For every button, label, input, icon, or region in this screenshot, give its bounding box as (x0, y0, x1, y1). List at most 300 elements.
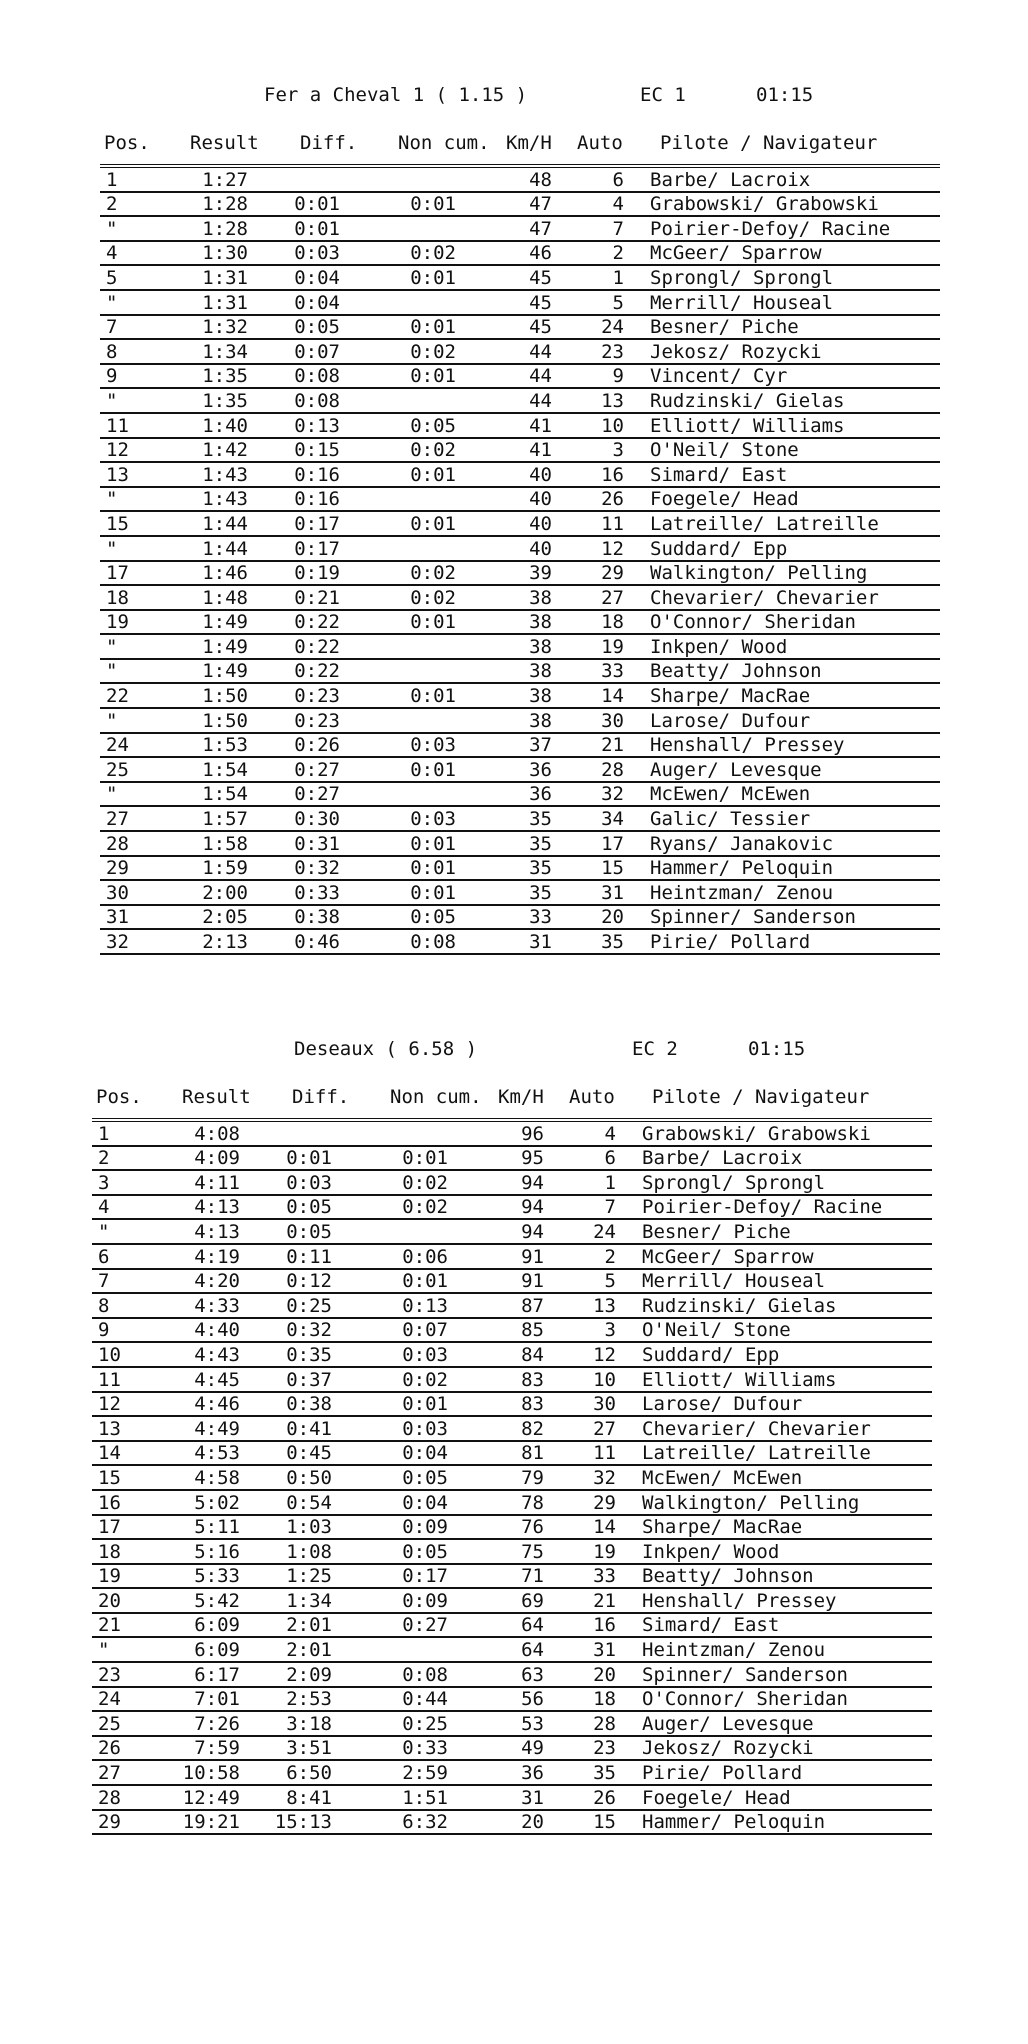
table-row (100, 365, 940, 390)
cell-pilot: Sprongl/ Sprongl (650, 266, 834, 289)
cell-pos: 29 (106, 857, 129, 880)
cell-result: 4:43 (194, 1343, 240, 1366)
cell-result: 5:02 (194, 1491, 240, 1514)
cell-pilot: Foegele/ Head (650, 488, 799, 511)
cell-diff: 0:12 (286, 1270, 332, 1293)
cell-pilot: Galic/ Tessier (650, 808, 811, 831)
cell-auto: 5 (612, 291, 624, 314)
cell-noncum: 0:01 (402, 1270, 448, 1293)
cell-auto: 34 (601, 808, 624, 831)
cell-auto: 2 (612, 242, 624, 265)
cell-result: 5:42 (194, 1589, 240, 1612)
cell-pilot: Inkpen/ Wood (642, 1540, 780, 1563)
cell-kmh: 53 (521, 1712, 544, 1735)
cell-pilot: Merrill/ Houseal (642, 1270, 826, 1293)
cell-auto: 5 (604, 1270, 616, 1293)
cell-result: 4:49 (194, 1417, 240, 1440)
stage-time: 01:15 (756, 84, 814, 106)
cell-result: 5:11 (194, 1516, 240, 1539)
cell-result: 4:53 (194, 1442, 240, 1465)
cell-pos: 31 (106, 906, 129, 929)
cell-result: 1:40 (202, 414, 248, 437)
cell-result: 1:44 (202, 512, 248, 535)
table-row (92, 1122, 932, 1147)
cell-diff: 0:38 (286, 1393, 332, 1416)
cell-diff: 2:53 (286, 1688, 332, 1711)
stage-header (92, 1030, 932, 1070)
cell-pos: 2 (106, 193, 118, 216)
cell-kmh: 40 (529, 537, 552, 560)
cell-noncum: 0:01 (410, 832, 456, 855)
cell-pilot: Simard/ East (642, 1614, 780, 1637)
table-row (92, 1368, 932, 1393)
cell-auto: 31 (593, 1639, 616, 1662)
table-row (92, 1147, 932, 1172)
cell-diff: 0:46 (294, 931, 340, 953)
cell-pilot: McEwen/ McEwen (650, 783, 811, 806)
table-row (92, 1319, 932, 1344)
cell-result: 1:28 (202, 193, 248, 216)
table-row (100, 758, 940, 783)
cell-diff: 0:04 (294, 291, 340, 314)
cell-result: 1:34 (202, 340, 248, 363)
cell-noncum: 0:13 (402, 1294, 448, 1317)
cell-auto: 12 (601, 537, 624, 560)
cell-noncum: 0:44 (402, 1688, 448, 1711)
cell-result: 1:49 (202, 635, 248, 658)
cell-result: 4:46 (194, 1393, 240, 1416)
table-row (100, 414, 940, 439)
table-row (92, 1589, 932, 1614)
table-row (92, 1663, 932, 1688)
cell-pos: 28 (98, 1786, 121, 1809)
cell-diff: 0:23 (294, 709, 340, 732)
table-row (92, 1466, 932, 1491)
table-row (100, 340, 940, 365)
cell-pilot: O'Neil/ Stone (642, 1319, 791, 1342)
cell-pilot: Foegele/ Head (642, 1786, 791, 1809)
table-row (92, 1171, 932, 1196)
cell-pilot: Simard/ East (650, 463, 788, 486)
cell-diff: 0:45 (286, 1442, 332, 1465)
table-row (100, 783, 940, 808)
table-row (92, 1614, 932, 1639)
cell-auto: 29 (593, 1491, 616, 1514)
cell-auto: 1 (612, 266, 624, 289)
cell-pilot: Poirier-Defoy/ Racine (650, 217, 891, 240)
cell-pilot: Spinner/ Sanderson (650, 906, 856, 929)
cell-pos: 1 (106, 168, 118, 191)
table-row (100, 266, 940, 291)
cell-result: 5:33 (194, 1565, 240, 1588)
cell-pilot: Latreille/ Latreille (642, 1442, 871, 1465)
cell-pilot: Grabowski/ Grabowski (650, 193, 879, 216)
cell-diff: 0:22 (294, 635, 340, 658)
cell-pos: 28 (106, 832, 129, 855)
cell-noncum: 0:04 (402, 1491, 448, 1514)
cell-kmh: 40 (529, 488, 552, 511)
table-row (92, 1417, 932, 1442)
cell-pos: 22 (106, 685, 129, 708)
table-row (92, 1270, 932, 1295)
cell-diff: 0:16 (294, 488, 340, 511)
cell-kmh: 38 (529, 685, 552, 708)
cell-noncum: 0:04 (402, 1442, 448, 1465)
cell-noncum: 0:02 (410, 562, 456, 585)
cell-noncum: 0:05 (402, 1466, 448, 1489)
cell-result: 4:13 (194, 1220, 240, 1243)
cell-kmh: 91 (521, 1245, 544, 1268)
cell-pos: 23 (98, 1663, 121, 1686)
cell-auto: 24 (593, 1220, 616, 1243)
cell-kmh: 94 (521, 1171, 544, 1194)
table-row (100, 734, 940, 759)
cell-pilot: Walkington/ Pelling (642, 1491, 860, 1514)
cell-auto: 21 (601, 734, 624, 757)
col-pos-header: Pos. (96, 1086, 142, 1108)
cell-pilot: McGeer/ Sparrow (650, 242, 822, 265)
cell-noncum: 0:09 (402, 1516, 448, 1539)
cell-result: 6:17 (194, 1663, 240, 1686)
cell-diff: 0:21 (294, 586, 340, 609)
cell-pos: " (106, 217, 118, 240)
table-row (92, 1220, 932, 1245)
cell-pos: " (106, 635, 118, 658)
cell-kmh: 69 (521, 1589, 544, 1612)
cell-noncum: 0:01 (402, 1393, 448, 1416)
cell-noncum: 0:02 (402, 1171, 448, 1194)
cell-auto: 21 (593, 1589, 616, 1612)
table-row (100, 881, 940, 906)
cell-pilot: Sharpe/ MacRae (650, 685, 811, 708)
table-row (100, 389, 940, 414)
results-table-ec1 (100, 168, 940, 955)
cell-pos: 12 (98, 1393, 121, 1416)
cell-result: 4:09 (194, 1147, 240, 1170)
cell-pos: 13 (106, 463, 129, 486)
cell-diff: 2:01 (286, 1639, 332, 1662)
cell-auto: 29 (601, 562, 624, 585)
cell-auto: 16 (593, 1614, 616, 1637)
cell-noncum: 0:05 (410, 906, 456, 929)
cell-pos: 21 (98, 1614, 121, 1637)
cell-diff: 1:03 (286, 1516, 332, 1539)
cell-diff: 0:17 (294, 537, 340, 560)
cell-kmh: 31 (521, 1786, 544, 1809)
cell-result: 6:09 (194, 1639, 240, 1662)
cell-kmh: 94 (521, 1196, 544, 1219)
cell-auto: 23 (593, 1737, 616, 1760)
cell-diff: 0:33 (294, 881, 340, 904)
cell-kmh: 95 (521, 1147, 544, 1170)
cell-pilot: Jekosz/ Rozycki (650, 340, 822, 363)
cell-pos: 5 (106, 266, 118, 289)
cell-pilot: Auger/ Levesque (642, 1712, 814, 1735)
cell-pos: 4 (106, 242, 118, 265)
cell-noncum: 0:07 (402, 1319, 448, 1342)
cell-kmh: 63 (521, 1663, 544, 1686)
table-row (100, 512, 940, 537)
col-diff-header: Diff. (292, 1086, 350, 1108)
stage-time: 01:15 (748, 1038, 806, 1060)
cell-result: 19:21 (182, 1811, 240, 1834)
cell-kmh: 64 (521, 1639, 544, 1662)
stage-code: EC 2 (632, 1038, 678, 1060)
cell-kmh: 38 (529, 635, 552, 658)
cell-diff: 0:27 (294, 783, 340, 806)
cell-kmh: 45 (529, 316, 552, 339)
cell-diff: 3:18 (286, 1712, 332, 1735)
results-table-ec2 (92, 1122, 932, 1835)
cell-auto: 16 (601, 463, 624, 486)
cell-result: 1:50 (202, 709, 248, 732)
table-row (92, 1516, 932, 1541)
col-kmh-header: Km/H (506, 132, 552, 154)
cell-auto: 7 (612, 217, 624, 240)
cell-auto: 3 (604, 1319, 616, 1342)
cell-result: 1:44 (202, 537, 248, 560)
cell-pilot: Poirier-Defoy/ Racine (642, 1196, 883, 1219)
cell-auto: 28 (601, 758, 624, 781)
table-row (100, 709, 940, 734)
cell-kmh: 78 (521, 1491, 544, 1514)
cell-pilot: Barbe/ Lacroix (650, 168, 811, 191)
cell-pos: 25 (106, 758, 129, 781)
cell-result: 2:05 (202, 906, 248, 929)
cell-kmh: 35 (529, 808, 552, 831)
cell-pilot: Spinner/ Sanderson (642, 1663, 848, 1686)
col-pilot-header: Pilote / Navigateur (652, 1086, 870, 1108)
cell-pos: 15 (106, 512, 129, 535)
cell-auto: 32 (593, 1466, 616, 1489)
cell-pos: " (106, 389, 118, 412)
cell-result: 1:43 (202, 488, 248, 511)
cell-kmh: 39 (529, 562, 552, 585)
cell-kmh: 82 (521, 1417, 544, 1440)
cell-result: 1:32 (202, 316, 248, 339)
cell-auto: 10 (601, 414, 624, 437)
cell-pos: 9 (98, 1319, 110, 1342)
cell-diff: 0:22 (294, 611, 340, 634)
cell-pos: 30 (106, 881, 129, 904)
cell-diff: 0:01 (294, 193, 340, 216)
cell-diff: 0:26 (294, 734, 340, 757)
cell-kmh: 44 (529, 340, 552, 363)
cell-result: 4:40 (194, 1319, 240, 1342)
stage-name: Fer a Cheval 1 ( 1.15 ) (264, 84, 528, 106)
table-row (100, 906, 940, 931)
cell-pos: 32 (106, 931, 129, 953)
cell-noncum: 0:01 (410, 611, 456, 634)
cell-auto: 14 (601, 685, 624, 708)
cell-result: 2:13 (202, 931, 248, 953)
cell-pos: 15 (98, 1466, 121, 1489)
cell-pilot: O'Connor/ Sheridan (642, 1688, 848, 1711)
column-header-row (92, 1070, 932, 1122)
cell-kmh: 85 (521, 1319, 544, 1342)
cell-kmh: 91 (521, 1270, 544, 1293)
table-row (100, 217, 940, 242)
cell-result: 7:59 (194, 1737, 240, 1760)
cell-noncum: 0:08 (410, 931, 456, 953)
cell-auto: 4 (604, 1122, 616, 1145)
cell-auto: 31 (601, 881, 624, 904)
cell-kmh: 47 (529, 193, 552, 216)
col-diff-header: Diff. (300, 132, 358, 154)
cell-result: 10:58 (182, 1762, 240, 1785)
cell-pos: 3 (98, 1171, 110, 1194)
cell-result: 1:27 (202, 168, 248, 191)
cell-auto: 24 (601, 316, 624, 339)
cell-diff: 0:03 (294, 242, 340, 265)
cell-pilot: Pirie/ Pollard (650, 931, 811, 953)
cell-noncum: 1:51 (402, 1786, 448, 1809)
cell-diff: 0:23 (294, 685, 340, 708)
cell-noncum: 0:27 (402, 1614, 448, 1637)
cell-pos: 10 (98, 1343, 121, 1366)
cell-pilot: Inkpen/ Wood (650, 635, 788, 658)
cell-pilot: Auger/ Levesque (650, 758, 822, 781)
col-auto-header: Auto (569, 1086, 615, 1108)
cell-pos: 20 (98, 1589, 121, 1612)
cell-noncum: 0:02 (410, 586, 456, 609)
table-row (92, 1393, 932, 1418)
table-row (92, 1786, 932, 1811)
cell-pilot: Rudzinski/ Gielas (642, 1294, 837, 1317)
cell-kmh: 35 (529, 857, 552, 880)
cell-kmh: 36 (529, 783, 552, 806)
cell-diff: 0:03 (286, 1171, 332, 1194)
table-row (100, 807, 940, 832)
cell-auto: 20 (593, 1663, 616, 1686)
cell-pilot: Larose/ Dufour (650, 709, 811, 732)
cell-noncum: 0:02 (402, 1368, 448, 1391)
cell-kmh: 40 (529, 512, 552, 535)
cell-diff: 0:05 (294, 316, 340, 339)
table-row (92, 1688, 932, 1713)
cell-auto: 4 (612, 193, 624, 216)
cell-pos: 27 (98, 1762, 121, 1785)
cell-pos: 6 (98, 1245, 110, 1268)
cell-result: 4:58 (194, 1466, 240, 1489)
table-row (100, 193, 940, 218)
cell-result: 4:08 (194, 1122, 240, 1145)
cell-auto: 27 (601, 586, 624, 609)
cell-result: 4:11 (194, 1171, 240, 1194)
cell-result: 1:28 (202, 217, 248, 240)
cell-noncum: 0:03 (402, 1343, 448, 1366)
cell-result: 1:35 (202, 365, 248, 388)
cell-diff: 0:32 (286, 1319, 332, 1342)
cell-pos: 24 (98, 1688, 121, 1711)
cell-result: 1:35 (202, 389, 248, 412)
cell-kmh: 64 (521, 1614, 544, 1637)
cell-pos: 4 (98, 1196, 110, 1219)
table-row (92, 1196, 932, 1221)
table-row (100, 635, 940, 660)
cell-kmh: 45 (529, 266, 552, 289)
cell-kmh: 84 (521, 1343, 544, 1366)
col-result-header: Result (190, 132, 259, 154)
cell-result: 1:31 (202, 291, 248, 314)
cell-result: 4:13 (194, 1196, 240, 1219)
cell-kmh: 45 (529, 291, 552, 314)
cell-auto: 14 (593, 1516, 616, 1539)
cell-pilot: McEwen/ McEwen (642, 1466, 803, 1489)
cell-diff: 0:50 (286, 1466, 332, 1489)
table-row (92, 1737, 932, 1762)
cell-result: 1:58 (202, 832, 248, 855)
cell-pos: 24 (106, 734, 129, 757)
cell-diff: 2:01 (286, 1614, 332, 1637)
cell-diff: 0:27 (294, 758, 340, 781)
cell-diff: 0:37 (286, 1368, 332, 1391)
cell-pos: 9 (106, 365, 118, 388)
cell-noncum: 0:02 (410, 439, 456, 462)
cell-kmh: 94 (521, 1220, 544, 1243)
cell-diff: 6:50 (286, 1762, 332, 1785)
col-kmh-header: Km/H (498, 1086, 544, 1108)
cell-noncum: 0:03 (410, 808, 456, 831)
cell-kmh: 87 (521, 1294, 544, 1317)
cell-pos: 12 (106, 439, 129, 462)
cell-kmh: 35 (529, 832, 552, 855)
cell-kmh: 36 (529, 758, 552, 781)
cell-diff: 0:04 (294, 266, 340, 289)
cell-diff: 0:05 (286, 1196, 332, 1219)
cell-pilot: Hammer/ Peloquin (642, 1811, 826, 1834)
cell-pilot: Merrill/ Houseal (650, 291, 834, 314)
cell-pos: 14 (98, 1442, 121, 1465)
cell-auto: 20 (601, 906, 624, 929)
cell-noncum: 0:06 (402, 1245, 448, 1268)
table-row (92, 1761, 932, 1786)
cell-auto: 12 (593, 1343, 616, 1366)
cell-diff: 0:01 (294, 217, 340, 240)
cell-noncum: 0:05 (410, 414, 456, 437)
cell-kmh: 38 (529, 586, 552, 609)
cell-pilot: Latreille/ Latreille (650, 512, 879, 535)
cell-auto: 9 (612, 365, 624, 388)
cell-pos: " (106, 291, 118, 314)
cell-pilot: Sharpe/ MacRae (642, 1516, 803, 1539)
cell-auto: 26 (601, 488, 624, 511)
cell-result: 1:30 (202, 242, 248, 265)
cell-pos: " (106, 537, 118, 560)
stage-name: Deseaux ( 6.58 ) (294, 1038, 478, 1060)
cell-auto: 32 (601, 783, 624, 806)
cell-diff: 0:16 (294, 463, 340, 486)
cell-diff: 1:25 (286, 1565, 332, 1588)
cell-kmh: 44 (529, 389, 552, 412)
cell-result: 2:00 (202, 881, 248, 904)
cell-diff: 1:08 (286, 1540, 332, 1563)
cell-pos: " (106, 660, 118, 683)
cell-pilot: Sprongl/ Sprongl (642, 1171, 826, 1194)
cell-auto: 13 (601, 389, 624, 412)
cell-pilot: Grabowski/ Grabowski (642, 1122, 871, 1145)
cell-kmh: 41 (529, 439, 552, 462)
cell-pos: " (106, 488, 118, 511)
cell-diff: 0:05 (286, 1220, 332, 1243)
cell-kmh: 47 (529, 217, 552, 240)
cell-diff: 0:54 (286, 1491, 332, 1514)
cell-noncum: 0:01 (410, 365, 456, 388)
cell-result: 4:19 (194, 1245, 240, 1268)
column-header-row (100, 116, 940, 168)
cell-noncum: 0:02 (410, 340, 456, 363)
cell-result: 4:33 (194, 1294, 240, 1317)
